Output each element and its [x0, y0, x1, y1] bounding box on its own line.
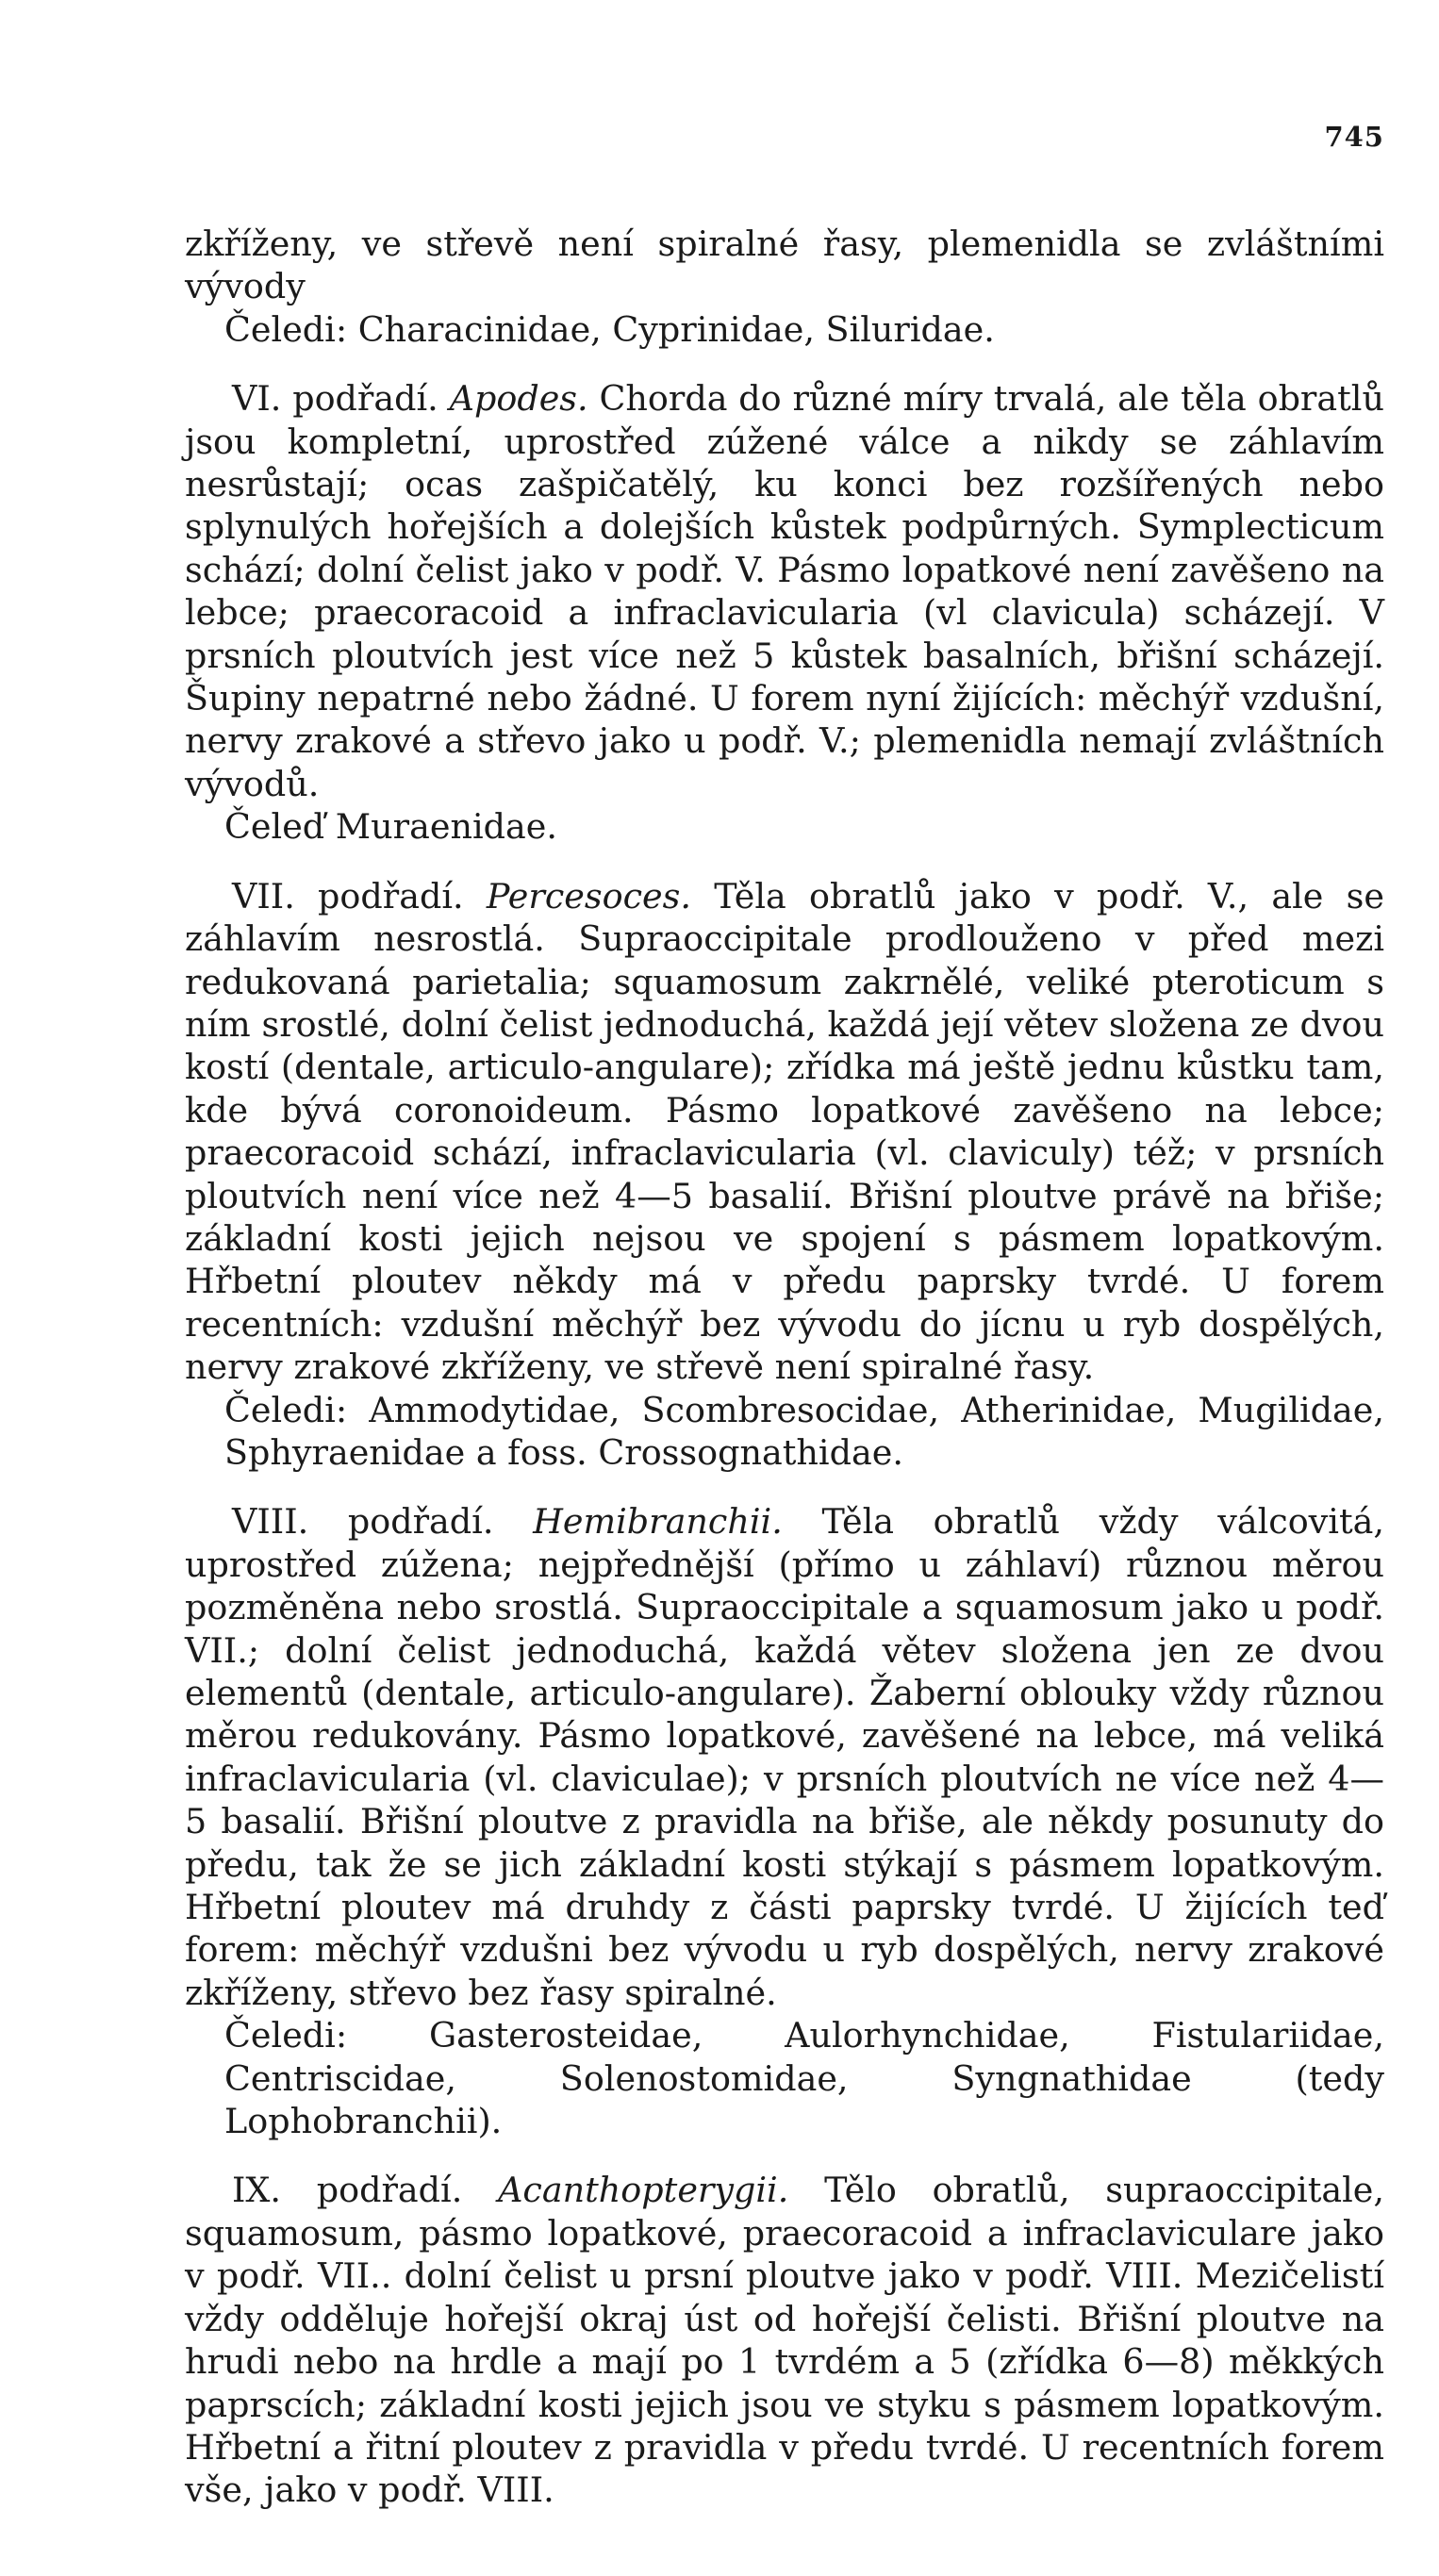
paragraph-text: Těla obratlů jako v podř. V., ale se záhlavím nesrostlá. Supraoccipitale prodlouženo v před mezi redukovaná parietalia; squamosum zakrnělé, veliké pteroticum s ním srostlé, dolní čelist jednoduchá, každá její větev složena ze dvou kostí (dentale, articulo-angulare); zřídka má ještě jednu kůstku tam, kde bývá coronoideum. Pásmo lopatkové zavěšeno na lebce; praecoracoid schází, infraclavicularia (vl. claviculy) též; v prsních ploutvích není více než 4—5 basalií. Břišní ploutve právě na břiše; základní kosti jejich nejsou ve spojení s pásmem lopatkovým. Hřbetní ploutev někdy má v předu paprsky tvrdé. U forem recentních: vzdušní měchýř bez vývodu do jícnu u ryb dospělých, nervy zrakové zkříženy, ve střevě není spiralné řasy.	[185, 875, 1384, 1388]
family-list-text: Čeledi: Gasterosteidae, Aulorhynchidae, Fistulariidae, Centriscidae, Solenostomidae, Syngnathidae (tedy Lophobranchii).	[224, 2015, 1384, 2142]
suborder-label: VII. podřadí.	[232, 875, 464, 916]
family-list	[185, 2014, 1384, 2142]
paragraph-text: zkříženy, ve střevě není spiralné řasy, plemenidla se zvláštními vývody	[185, 223, 1384, 307]
paragraph-text: Tělo obratlů, supraoccipitale, squamosum, pásmo lopatkové, praecoracoid a infraclaviculare jako v podř. VII.. dolní čelist u prsní ploutve jako v podř. VIII. Mezičelistí vždy odděluje hořejší okraj úst od hořejší čelisti. Břišní ploutve na hrudi nebo na hrdle a mají po 1 tvrdém a 5 (zřídka 6—8) měkkých paprscích; základní kosti jejich jsou ve styku s pásmem lopatkovým. Hřbetní a řitní ploutev z pravidla v předu tvrdé. U recentních forem vše, jako v podř. VIII.	[185, 2170, 1384, 2511]
taxon-name: Hemibranchii.	[533, 1501, 783, 1543]
suborder-ix-paragraph	[185, 2169, 1384, 2511]
page-number: 745	[1324, 121, 1384, 153]
taxon-name: Percesoces.	[486, 875, 691, 916]
suborder-vi-paragraph	[185, 377, 1384, 805]
page-body	[185, 223, 1384, 2512]
suborder-label: VI. podřadí.	[232, 378, 438, 420]
suborder-vii-paragraph	[185, 875, 1384, 1389]
suborder-viii-paragraph	[185, 1500, 1384, 2014]
family-list	[185, 308, 1384, 351]
paragraph-continuation	[185, 223, 1384, 308]
suborder-label: IX. podřadí.	[232, 2170, 463, 2211]
family-list-text: Čeledi: Ammodytidae, Scombresocidae, Atherinidae, Mugilidae, Sphyraenidae a foss. Crossognathidae.	[224, 1389, 1384, 1473]
paragraph-text: Chorda do různé míry trvalá, ale těla obratlů jsou kompletní, uprostřed zúžené válce a nikdy se záhlavím nesrůstají; ocas zašpičatělý, ku konci bez rozšířených nebo splynulých hořejších a dolejších kůstek podpůrných. Symplecticum schází; dolní čelist jako v podř. V. Pásmo lopatkové není zavěšeno na lebce; praecoracoid a infraclavicularia (vl clavicula) scházejí. V prsních ploutvích jest více než 5 kůstek basalních, břišní scházejí. Šupiny nepatrné nebo žádné. U forem nyní žijících: měchýř vzdušní, nervy zrakové a střevo jako u podř. V.; plemenidla nemají zvláštních vývodů.	[185, 378, 1384, 804]
family-list	[185, 1389, 1384, 1475]
family-list	[185, 805, 1384, 848]
paragraph-text: Těla obratlů vždy válcovitá, uprostřed zúžena; nejpřednější (přímo u záhlaví) různou měrou pozměněna nebo srostlá. Supraoccipitale a squamosum jako u podř. VII.; dolní čelist jednoduchá, každá větev složena jen ze dvou elementů (dentale, articulo-angulare). Žaberní oblouky vždy různou měrou redukovány. Pásmo lopatkové, zavěšené na lebce, má veliká infraclavicularia (vl. claviculae); v prsních ploutvích ne více než 4—5 basalií. Břišní ploutve z pravidla na břiše, ale někdy posunuty do předu, tak že se jich základní kosti stýkají s pásmem lopatkovým. Hřbetní ploutev má druhdy z části paprsky tvrdé. U žijících teď forem: měchýř vzdušni bez vývodu u ryb dospělých, nervy zrakové zkříženy, střevo bez řasy spiralné.	[185, 1501, 1384, 2013]
taxon-name: Acanthopterygii.	[498, 2170, 789, 2211]
family-list-text: Čeledi: Characinidae, Cyprinidae, Siluridae.	[224, 308, 995, 350]
taxon-name: Apodes.	[449, 378, 588, 420]
family-list-text: Čeleď Muraenidae.	[224, 806, 557, 848]
suborder-label: VIII. podřadí.	[232, 1501, 494, 1543]
